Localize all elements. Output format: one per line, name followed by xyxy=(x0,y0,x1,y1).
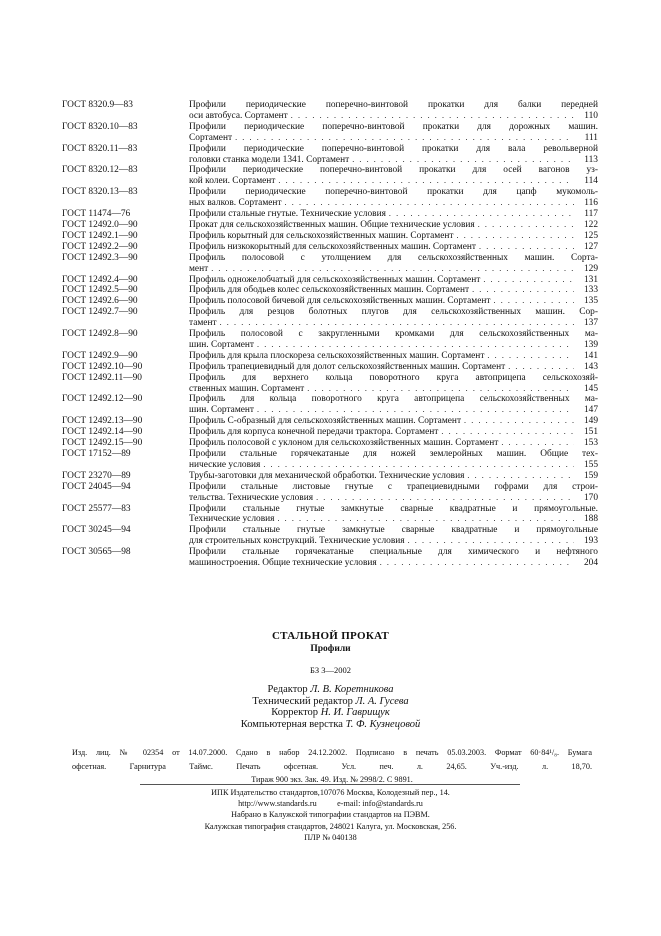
toc-page-number: 110 xyxy=(584,110,598,121)
credits-block xyxy=(0,684,661,730)
dot-leader xyxy=(467,471,574,482)
toc-title-line: Профили периодические поперечно-винтовой прокатки для осей вагонов уз- xyxy=(189,165,598,176)
toc-entry xyxy=(62,394,598,416)
toc-title xyxy=(189,482,598,504)
toc-entry xyxy=(62,449,598,471)
dot-leader xyxy=(352,155,574,166)
toc-page-number: 122 xyxy=(583,219,598,230)
section-title: СТАЛЬНОЙ ПРОКАТ xyxy=(271,630,390,642)
dot-leader xyxy=(389,209,574,220)
toc-page-number: 193 xyxy=(583,536,598,547)
dot-leader xyxy=(263,460,574,471)
toc-standard-code: ГОСТ 12492.7—90 xyxy=(62,307,138,318)
dot-leader xyxy=(285,198,574,209)
toc-title-line: Профиль для резцов болотных плугов для сельскохозяйственных машин. Сор- xyxy=(189,307,598,318)
toc-entry xyxy=(62,285,598,296)
dot-leader xyxy=(220,318,574,329)
dot-leader xyxy=(464,416,574,427)
toc-page-number: 133 xyxy=(583,285,598,296)
toc-entry xyxy=(62,547,598,569)
separator-line xyxy=(140,784,520,785)
toc-title xyxy=(189,373,598,395)
dot-leader xyxy=(487,351,574,362)
toc-page-number: 113 xyxy=(584,154,598,165)
toc-page-number: 135 xyxy=(583,296,598,307)
credit-name: Н. И. Гаврищук xyxy=(320,707,390,718)
toc-title-line: Профиль полосовой с закругленными кромками для сельскохозяйственных ма- xyxy=(189,329,598,340)
section-subtitle: Профили xyxy=(310,644,351,654)
toc-entry xyxy=(62,220,598,231)
toc-title-line: тамент xyxy=(189,318,217,329)
bz-number: БЗ 3—2002 xyxy=(309,665,351,675)
toc-title xyxy=(189,416,598,427)
toc-standard-code: ГОСТ 24045—94 xyxy=(62,481,131,492)
toc-page-number: 143 xyxy=(583,361,598,372)
toc-page-number: 151 xyxy=(583,427,598,438)
toc-title xyxy=(189,351,598,362)
dot-leader xyxy=(501,438,574,449)
publisher-line: Калужская типография стандартов, 248021 Калуга, ул. Московская, 256. xyxy=(204,821,457,831)
imprint-line: офсетная. Гарнитура Таймс. Печать офсетная. Усл. печ. л. 24,65. Уч.-изд. л. 18,70. xyxy=(72,761,592,771)
toc-page-number: 114 xyxy=(584,176,598,187)
toc-entry xyxy=(62,100,598,122)
imprint-line: Изд. лиц. № 02354 от 14.07.2000. Сдано в набор 24.12.2002. Подписано в печать 05.03.2003. Формат 60·84¹/₈. Бумага xyxy=(72,748,592,757)
toc-title xyxy=(189,275,598,286)
credit-line xyxy=(0,684,661,696)
toc-page-number: 153 xyxy=(583,438,598,449)
toc-page-number: 145 xyxy=(583,383,598,394)
toc-title-line: Профили стальные горячекатаные для ножей землеройных машин. Общие тех- xyxy=(189,449,598,459)
toc-standard-code: ГОСТ 12492.3—90 xyxy=(62,252,138,263)
toc-standard-code: ГОСТ 12492.1—90 xyxy=(62,230,138,241)
toc-title xyxy=(189,144,598,166)
toc-title-line: головки станка модели 1341. Сортамент xyxy=(189,154,350,165)
toc-standard-code: ГОСТ 12492.13—90 xyxy=(62,416,143,427)
toc-page-number: 127 xyxy=(583,241,598,252)
toc-title xyxy=(189,100,598,122)
toc-title xyxy=(189,525,598,547)
toc-title-line: Профиль корытный для сельскохозяйственных машин. Сортамент xyxy=(189,230,454,241)
toc-page-number: 155 xyxy=(583,459,598,470)
credit-name: Л. В. Коретникова xyxy=(310,684,394,695)
toc-entry xyxy=(62,209,598,220)
dot-leader xyxy=(479,242,574,253)
toc-entry xyxy=(62,471,598,482)
toc-standard-code: ГОСТ 12492.4—90 xyxy=(62,274,138,285)
toc-title-line: Трубы-заготовки для механической обработки. Технические условия xyxy=(189,470,465,481)
toc-standard-code: ГОСТ 11474—76 xyxy=(62,209,131,220)
imprint-line: Тираж 900 экз. Зак. 49. Изд. № 2998/2. С 9891. xyxy=(251,775,413,784)
dot-leader xyxy=(472,285,574,296)
toc-title-line: Профиль полосовой с утолщением для сельскохозяйственных машин. Сорта- xyxy=(189,252,598,263)
toc-title-line: Профили периодические поперечно-винтовой прокатки для вала револьверной xyxy=(189,143,598,154)
credit-line xyxy=(0,707,661,719)
dot-leader xyxy=(257,405,574,416)
toc-title xyxy=(189,547,598,569)
toc-title-line: Профиль С-образный для сельскохозяйственных машин. Сортамент xyxy=(189,416,462,427)
dot-leader xyxy=(508,362,574,373)
publisher-line: Набрано в Калужской типографии стандартов на ПЭВМ. xyxy=(231,810,430,820)
toc-standard-code: ГОСТ 8320.10—83 xyxy=(62,121,138,132)
toc-title xyxy=(189,296,598,307)
toc-title xyxy=(189,362,598,373)
toc-title xyxy=(189,285,598,296)
toc-title-line: Профиль для корпуса конечной передачи трактора. Сортамент xyxy=(189,427,439,438)
toc-title-line: Профили стальные горячекатаные специальные для химического и нефтяного xyxy=(189,547,598,558)
toc-title-line: Профиль одножелобчатый для сельскохозяйственных машин. Сортамент xyxy=(189,274,481,285)
toc-page-number: 204 xyxy=(583,558,598,569)
toc-entry xyxy=(62,427,598,438)
toc-standard-code: ГОСТ 12492.10—90 xyxy=(62,361,143,372)
toc-entry xyxy=(62,307,598,329)
toc-title xyxy=(189,471,598,482)
toc-title-line: Профиль полосовой бичевой для сельскохозяйственных машин. Сортамент xyxy=(189,296,491,307)
dot-leader xyxy=(408,536,574,547)
toc-title xyxy=(189,122,598,144)
credit-line xyxy=(0,719,661,731)
toc-title-line: шин. Сортамент xyxy=(189,339,255,350)
toc-entry xyxy=(62,242,598,253)
toc-standard-code: ГОСТ 12492.14—90 xyxy=(62,427,143,438)
credit-role: Компьютерная верстка xyxy=(240,718,343,730)
toc-entry xyxy=(62,482,598,504)
toc-title xyxy=(189,427,598,438)
toc-standard-code: ГОСТ 17152—89 xyxy=(62,449,131,459)
toc-page-number: 137 xyxy=(583,318,598,329)
toc-title xyxy=(189,307,598,329)
dot-leader xyxy=(457,231,574,242)
toc-title-line: Профиль для кольца поворотного круга автоприцепа сельскохозяйственных ма- xyxy=(189,394,598,405)
dot-leader xyxy=(277,514,574,525)
publisher-block xyxy=(0,787,661,843)
credit-line xyxy=(0,696,661,708)
toc-page-number: 125 xyxy=(583,230,598,241)
toc-title xyxy=(189,165,598,187)
toc-title-line: Профиль для верхнего кольца поворотного круга автоприцепа сельскохозяй- xyxy=(189,372,598,383)
toc-title-line: Профили периодические поперечно-винтовой прокатки для балки передней xyxy=(189,100,598,110)
toc-title-line: Профиль трапециевидный для долот сельскохозяйственных машин. Сортамент xyxy=(189,361,506,372)
toc-entry xyxy=(62,329,598,351)
toc-title-line: ных валков. Сортамент xyxy=(189,198,282,209)
toc-entry xyxy=(62,504,598,526)
toc-standard-code: ГОСТ 12492.8—90 xyxy=(62,329,138,340)
dot-leader xyxy=(235,133,574,144)
toc-page-number: 159 xyxy=(583,470,598,481)
toc-title-line: машиностроения. Общие технические условия xyxy=(189,558,377,569)
toc-title-line: Профили стальные гнутые замкнутые сварные квадратные и прямоугольные. xyxy=(189,503,598,514)
toc-entry xyxy=(62,362,598,373)
credit-role: Технический редактор xyxy=(252,695,353,707)
toc-entry xyxy=(62,122,598,144)
toc-title xyxy=(189,329,598,351)
toc-title-line: тельства. Технические условия xyxy=(189,492,314,503)
toc-page-number: 147 xyxy=(583,405,598,416)
toc-title-line: нические условия xyxy=(189,459,261,470)
toc-title-line: ственных машин. Сортамент xyxy=(189,383,305,394)
credit-name: Л. А. Гусева xyxy=(355,695,409,707)
toc-standard-code: ГОСТ 12492.12—90 xyxy=(62,394,143,405)
toc-page-number: 116 xyxy=(584,198,598,209)
dot-leader xyxy=(483,275,574,286)
toc-title xyxy=(189,209,598,220)
toc-title-line: Профили периодические поперечно-винтовой прокатки для цапф мукомоль- xyxy=(189,187,598,198)
dot-leader xyxy=(478,220,574,231)
toc-standard-code: ГОСТ 12492.0—90 xyxy=(62,219,138,230)
toc-page-number: 131 xyxy=(583,274,598,285)
toc-standard-code: ГОСТ 30245—94 xyxy=(62,525,131,536)
toc-title-line: для строительных конструкций. Технические условия xyxy=(189,536,405,547)
toc-page-number: 170 xyxy=(583,492,598,503)
toc-title-line: мент xyxy=(189,263,209,274)
credit-name: Т. Ф. Кузнецовой xyxy=(345,718,421,730)
toc-page-number: 129 xyxy=(583,263,598,274)
toc-entry xyxy=(62,296,598,307)
publisher-line: ПЛР № 040138 xyxy=(304,832,357,842)
toc-title xyxy=(189,504,598,526)
toc-standard-code: ГОСТ 12492.2—90 xyxy=(62,241,138,252)
toc-entry xyxy=(62,165,598,187)
toc-standard-code: ГОСТ 8320.11—83 xyxy=(62,143,138,154)
toc-title xyxy=(189,253,598,275)
toc-title-line: Профиль полосовой с уклоном для сельскохозяйственных машин. Сортамент xyxy=(189,438,499,449)
toc-title-line: Профиль для ободьев колес сельскохозяйственных машин. Сортамент xyxy=(189,285,470,296)
dot-leader xyxy=(211,264,574,275)
imprint-block xyxy=(72,746,592,787)
toc-entry xyxy=(62,416,598,427)
toc-title-line: Профили стальные гнутые замкнутые сварные квадратные и прямоугольные xyxy=(189,525,598,536)
toc-title-line: шин. Сортамент xyxy=(189,405,255,416)
table-of-contents xyxy=(62,100,598,569)
toc-standard-code: ГОСТ 30565—98 xyxy=(62,547,131,558)
toc-title xyxy=(189,187,598,209)
dot-leader xyxy=(307,384,574,395)
dot-leader xyxy=(291,111,574,122)
toc-page-number: 139 xyxy=(583,339,598,350)
toc-standard-code: ГОСТ 23270—89 xyxy=(62,470,131,481)
dot-leader xyxy=(494,296,575,307)
toc-entry xyxy=(62,275,598,286)
toc-entry xyxy=(62,144,598,166)
toc-title xyxy=(189,449,598,471)
toc-entry xyxy=(62,253,598,275)
toc-title xyxy=(189,242,598,253)
credit-role: Редактор xyxy=(267,684,308,695)
dot-leader xyxy=(441,427,574,438)
toc-page-number: 188 xyxy=(583,514,598,525)
toc-page-number: 141 xyxy=(583,350,598,361)
toc-title xyxy=(189,394,598,416)
toc-title-line: Профиль для крыла плоскореза сельскохозяйственных машин. Сортамент xyxy=(189,350,485,361)
toc-standard-code: ГОСТ 12492.11—90 xyxy=(62,372,142,383)
toc-standard-code: ГОСТ 12492.15—90 xyxy=(62,438,143,449)
toc-entry xyxy=(62,438,598,449)
toc-standard-code: ГОСТ 25577—83 xyxy=(62,503,131,514)
dot-leader xyxy=(316,493,574,504)
toc-title-line: кой колеи. Сортамент xyxy=(189,176,276,187)
toc-standard-code: ГОСТ 12492.6—90 xyxy=(62,296,138,307)
toc-title-line: Прокат для сельскохозяйственных машин. Общие технические условия xyxy=(189,219,475,230)
toc-title xyxy=(189,438,598,449)
toc-page-number: 117 xyxy=(584,209,598,220)
toc-entry xyxy=(62,373,598,395)
toc-title-line: оси автобуса. Сортамент xyxy=(189,110,288,121)
dot-leader xyxy=(278,176,574,187)
toc-entry xyxy=(62,525,598,547)
toc-title-line: Профили периодические поперечно-винтовой прокатки для дорожных машин. xyxy=(189,121,598,132)
dot-leader xyxy=(257,340,574,351)
toc-entry xyxy=(62,231,598,242)
toc-title-line: Технические условия xyxy=(189,514,275,525)
toc-page-number: 111 xyxy=(584,132,598,143)
toc-standard-code: ГОСТ 12492.5—90 xyxy=(62,285,138,296)
toc-title-line: Профиль низкокорытный для сельскохозяйственных машин. Сортамент xyxy=(189,241,477,252)
toc-page-number: 149 xyxy=(583,416,598,427)
toc-entry xyxy=(62,187,598,209)
dot-leader xyxy=(380,558,574,569)
publisher-line: ИПК Издательство стандартов,107076 Москва, Колодезный пер., 14. xyxy=(211,788,450,797)
toc-standard-code: ГОСТ 12492.9—90 xyxy=(62,350,138,361)
toc-title-line: Сортамент xyxy=(189,132,233,143)
toc-title-line: Профили стальные гнутые. Технические условия xyxy=(189,209,386,220)
toc-title xyxy=(189,231,598,242)
toc-title-line: Профили стальные листовые гнутые с трапециевидными гофрами для строи- xyxy=(189,481,598,492)
toc-entry xyxy=(62,351,598,362)
toc-title xyxy=(189,220,598,231)
credit-role: Корректор xyxy=(271,707,319,718)
toc-standard-code: ГОСТ 8320.9—83 xyxy=(62,100,133,110)
toc-standard-code: ГОСТ 8320.12—83 xyxy=(62,165,138,176)
publisher-line: http://www.standards.ru e-mail: info@standards.ru xyxy=(238,799,423,809)
toc-standard-code: ГОСТ 8320.13—83 xyxy=(62,187,138,198)
